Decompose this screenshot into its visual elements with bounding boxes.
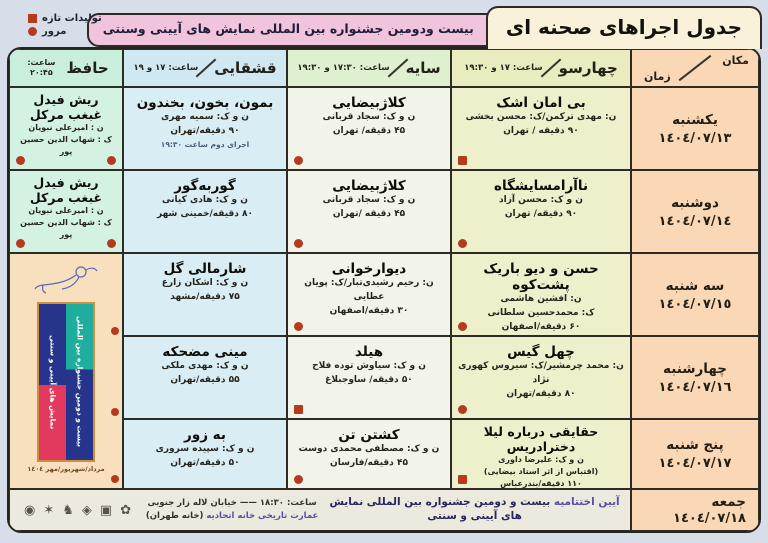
show-credits: ن و ک: مهدی ملکی: [161, 361, 249, 372]
legend-review: [28, 26, 66, 37]
show-cell: [9, 87, 123, 170]
day-name: دوشنبه: [671, 194, 719, 211]
schedule-grid: [9, 49, 759, 531]
review-marker: [294, 475, 303, 484]
venue-header-ghashghai: [123, 49, 287, 87]
review-marker: [458, 405, 467, 414]
day-cell-wednesday: [631, 336, 759, 419]
show-duration-city: ۸۰ دقیقه/تهران: [506, 389, 576, 400]
show-adaptation-note: (اقتباس از اثر استاد بیضایی): [483, 467, 599, 476]
show-title: چهل گیس: [507, 344, 575, 360]
diagonal-divider: [679, 55, 712, 81]
reclining-figure-sketch-icon: [29, 258, 103, 300]
sponsor-logos: [16, 503, 139, 518]
show-duration-city: ۴۵ دقیقه /تهران: [332, 209, 406, 220]
day-name: یکشنبه: [672, 111, 718, 128]
show-cell: [287, 87, 451, 170]
day-date: ١٤٠٤/٠٧/١٧: [658, 456, 732, 471]
show-credits: ن و ک: سجاد قربانی: [322, 195, 416, 206]
venue-time: ساعت: ۲۰:۴۵: [27, 57, 56, 77]
new-production-square-icon: [28, 14, 37, 23]
day-date: ١٤٠٤/٠٧/١٤: [658, 213, 732, 229]
show-duration-city: ۵۰ دقیقه/تهران: [170, 458, 240, 469]
show-duration-city: ۹۰ دقیقه/ تهران: [504, 209, 578, 220]
banner-right-stripe: [66, 304, 93, 460]
show-title: بمون، بخون، بخندون: [136, 95, 274, 111]
top-bar: [87, 6, 762, 49]
show-title: دیوارخوانی: [331, 261, 407, 277]
review-marker: [458, 322, 467, 331]
review-marker: [111, 327, 119, 335]
show-title: به زور: [184, 427, 226, 443]
show-credits: ن: رحیم رشیدی‌تبار/ک: پویان عطایی: [304, 278, 434, 303]
day-name: پنج شنبه: [666, 437, 724, 453]
show-credits: ن و ک: سجاد قربانی: [322, 112, 416, 123]
new-production-marker: [458, 475, 467, 484]
sponsor-logo-icon: ♞: [62, 502, 74, 518]
day-name: سه شنبه: [665, 277, 725, 294]
closing-ceremony-text: [325, 496, 624, 523]
show-title: ریش فیدل غبغب مرکل: [29, 175, 103, 205]
venue-name: قشقایی: [214, 59, 277, 77]
day-date: ١٤٠٤/٠٧/١٦: [658, 379, 732, 395]
review-marker: [111, 475, 119, 483]
show-title: گوربه‌گور: [174, 178, 236, 194]
venue-header-chaharsou: [451, 49, 631, 87]
day-date: ١٤٠٤/٠٧/١٥: [658, 296, 732, 312]
day-date: ١٤٠٤/٠٧/١٣: [658, 130, 732, 146]
venue-time: ساعت: ۱۷:۳۰ و ۱۹:۳۰: [297, 63, 390, 73]
show-credits: ن و ک: سپیده سروری: [155, 444, 255, 455]
festival-poster-cell: [9, 253, 123, 489]
corner-location-label: مکان: [722, 54, 749, 67]
show-credits: ن : امیرعلی نبویان: [28, 123, 104, 132]
closing-festival-name: بیست و دومین جشنواره بین المللی نمایش های آیینی و سنتی: [329, 496, 551, 522]
venue-header-sayeh: [287, 49, 451, 87]
show-credits: ک: محمدحسین سلطانی: [487, 308, 595, 319]
closing-ceremony-footer: [9, 489, 631, 531]
closing-time-street: ساعت: ۱۸:۳۰ —— خیابان لاله زار جنوبی: [147, 498, 317, 509]
show-credits: ن و ک: هادی کیانی: [162, 195, 248, 206]
show-cell: [123, 170, 287, 253]
day-name: چهارشنبه: [663, 360, 727, 377]
show-title: حقایقی درباره لیلا دخترادریس: [483, 424, 599, 454]
sponsor-logo-icon: ◉: [24, 502, 36, 518]
show-credits: ن و ک: علیرضا داوری: [498, 455, 584, 464]
legend: [28, 13, 102, 37]
poster-right-text: بیست و دومین جشنواره بین المللی: [75, 316, 85, 448]
show-cell: [123, 253, 287, 336]
show-title: کشتن تن: [338, 427, 400, 443]
day-name: جمعه: [711, 494, 746, 510]
show-cell: [287, 419, 451, 489]
show-credits: ن: افشین هاشمی: [500, 294, 582, 305]
show-duration-city: ۶۰ دقیقه/اصفهان: [501, 322, 581, 333]
closing-venue-name: عمارت تاریخی خانه اتحادیه: [206, 511, 319, 521]
show-cell: [287, 170, 451, 253]
closing-label: آیین اختتامیه: [553, 496, 620, 509]
show-duration-city: ۴۵ دقیقه/فارسان: [330, 458, 408, 469]
show-credits: ن: مهدی ترکمن/ک: محسن بخشی: [465, 112, 617, 123]
new-production-marker: [294, 405, 303, 414]
legend-new-productions: [28, 13, 102, 24]
show-credits: ن و ک: سیاوش توده فلاح: [312, 361, 426, 372]
sponsor-logo-icon: ◈: [81, 502, 92, 518]
show-credits: ن و ک: سمیه مهری: [160, 112, 249, 123]
show-duration-city: ۳۰ دقیقه/اصفهان: [329, 306, 409, 317]
show-credits: ن و ک: مصطفی محمدی دوست: [298, 444, 440, 455]
day-cell-thursday: [631, 419, 759, 489]
show-duration-city: ۸۰ دقیقه/خمینی شهر: [156, 209, 254, 220]
poster-left-text: نمایش های آیینی و سنتی: [48, 334, 58, 430]
corner-location-time-cell: [631, 49, 759, 87]
banner-left-stripe: [39, 304, 66, 460]
review-marker: [107, 156, 116, 165]
show-duration-city: ۱۱۰ دقیقه/بندرعباس: [500, 479, 582, 488]
sponsor-logo-icon: ▣: [99, 502, 113, 518]
show-cell: [287, 336, 451, 419]
show-title: کلاژبیضایی: [332, 178, 406, 194]
page-title: جدول اجراهای صحنه ای: [486, 6, 762, 49]
show-credits: ن : امیرعلی نبویان: [28, 206, 104, 215]
show-cell: [287, 253, 451, 336]
corner-time-label: زمان: [644, 70, 671, 83]
show-credits: ن و ک: اشکان زارع: [161, 278, 249, 289]
show-duration-city: ۷۵ دقیقه/مشهد: [170, 292, 240, 303]
review-marker: [16, 156, 25, 165]
venue-time: ساعت: ۱۷ و ۱۹: [133, 63, 199, 73]
show-title: حسن و دیو باریک پشت‌کوه: [483, 261, 599, 294]
show-credits: ک : شهاب الدین حسین پور: [20, 218, 112, 239]
show-duration-city: ۴۵ دقیقه/ تهران: [332, 126, 406, 137]
show-duration-city: ۹۰ دقیقه/تهران: [170, 126, 240, 137]
review-marker: [107, 239, 116, 248]
venue-name: سایه: [405, 59, 441, 77]
show-title: ریش فیدل غبغب مرکل: [29, 92, 103, 122]
show-cell: [123, 419, 287, 489]
show-title: کلاژبیضایی: [332, 95, 406, 111]
show-cell: [123, 87, 287, 170]
review-marker: [458, 239, 467, 248]
show-title: مینی مضحکه: [162, 344, 248, 360]
legend-review-label: مرور: [42, 26, 67, 37]
closing-address: [143, 497, 321, 523]
sponsor-logo-icon: ✿: [120, 502, 132, 518]
day-cell-monday: [631, 170, 759, 253]
review-circle-icon: [28, 27, 37, 36]
venue-header-hafez: [9, 49, 123, 87]
day-cell-sunday: [631, 87, 759, 170]
show-duration-city: ۵۰ دقیقه/ ساوجبلاغ: [325, 375, 413, 386]
show-cell: [123, 336, 287, 419]
venue-name: حافظ: [66, 59, 109, 77]
review-marker: [111, 408, 119, 416]
review-marker: [294, 156, 303, 165]
show-title: بی امان اشک: [496, 95, 586, 111]
show-title: ناآرامسایشگاه: [493, 178, 589, 194]
show-duration-city: ۹۰ دقیقه / تهران: [503, 126, 579, 137]
show-credits: ن: محمد چرمشیر/ک: سیروس کهوری نژاد: [458, 361, 624, 386]
day-cell-friday: [631, 489, 759, 531]
poster-caption: مرداد/شهریور/مهر ١٤٠٤: [27, 465, 105, 473]
legend-new-label: تولیدات تازه: [42, 13, 102, 24]
show-cell: [451, 170, 631, 253]
review-marker: [16, 239, 25, 248]
schedule-card: [7, 47, 761, 533]
sponsor-logo-icon: ✶: [43, 502, 55, 518]
venue-name: چهارسو: [558, 59, 618, 77]
festival-poster-banner: [37, 302, 95, 462]
closing-venue-paren: (خانه طهران): [145, 511, 204, 521]
festival-banner: بیست ودومین جشنواره بین المللی نمایش های آیینی وسنتی: [87, 13, 500, 47]
show-credits: ن و ک: محسن آزاد: [499, 195, 583, 206]
show-title: هیلد: [354, 344, 384, 360]
show-duration-city: ۵۵ دقیقه/تهران: [170, 375, 240, 386]
show-cell: [451, 253, 631, 336]
show-credits: ک : شهاب الدین حسین پور: [20, 135, 112, 156]
show-cell: [451, 336, 631, 419]
day-cell-tuesday: [631, 253, 759, 336]
show-title: شارمالی گل: [163, 261, 247, 277]
show-cell: [451, 87, 631, 170]
show-cell: [451, 419, 631, 489]
review-marker: [294, 322, 303, 331]
new-production-marker: [458, 156, 467, 165]
day-date: ١٤٠٤/٠٧/١٨: [673, 511, 746, 526]
venue-time: ساعت: ۱۷ و ۱۹:۳۰: [464, 63, 543, 73]
review-marker: [294, 239, 303, 248]
show-cell: [9, 170, 123, 253]
show-note: اجرای دوم ساعت ۱۹:۳۰: [160, 140, 250, 150]
